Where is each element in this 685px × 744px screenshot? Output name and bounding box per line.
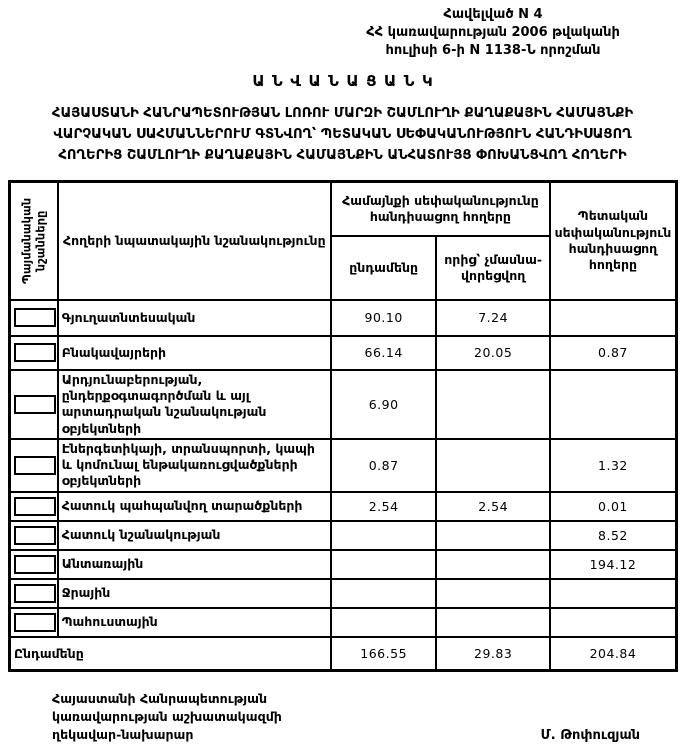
land-category-label: Գյուղատնտեսական (58, 300, 331, 336)
table-total-row (10, 637, 677, 671)
value-state (550, 370, 677, 439)
table-row (10, 370, 677, 439)
table-row (10, 336, 677, 370)
table-row (10, 521, 677, 550)
subtitle-line: ՎԱՐՉԱԿԱՆ ՍԱՀՄԱՆՆԵՐՈՒՄ ԳՏՆՎՈՂ՝ ՊԵՏԱԿԱՆ ՍԵՓԱԿԱՆՈՒԹՅՈՒՆ ՀԱՆԴԻՍԱՑՈՂ (53, 126, 632, 142)
value-nonprivatized: 20.05 (436, 336, 550, 370)
value-nonprivatized (436, 579, 550, 608)
header-state: Պետական սեփականություն հանդիսացող հողերը (550, 181, 677, 300)
value-total: 2.54 (331, 492, 436, 521)
land-category-label: Ջրային (58, 579, 331, 608)
land-category-label: Հատուկ պահպանվող տարածքների (58, 492, 331, 521)
value-state: 0.87 (550, 336, 677, 370)
value-total: 6.90 (331, 370, 436, 439)
symbol-cell (10, 492, 58, 521)
value-state: 0.01 (550, 492, 677, 521)
signatory-line: Հայաստանի Հանրապետության (52, 690, 268, 706)
total-label: Ընդամենը (10, 637, 331, 671)
land-category-label: Արդյունաբերության, ընդերքօգտագործման և այլ արտադրական նշանակության օբյեկտների (58, 370, 331, 439)
value-nonprivatized (436, 370, 550, 439)
land-category-label: Անտառային (58, 550, 331, 579)
signatory-line: ղեկավար-նախարար (52, 727, 194, 743)
table-row (10, 439, 677, 492)
symbol-cell (10, 608, 58, 637)
symbol-cell (10, 579, 58, 608)
value-nonprivatized (436, 521, 550, 550)
value-total (331, 579, 436, 608)
symbol-cell (10, 336, 58, 370)
value-state (550, 608, 677, 637)
land-allocation-table (8, 180, 678, 672)
document-page (0, 6, 685, 744)
header-symbols (10, 181, 58, 300)
page-title: ԱՆՎԱՆԱՑԱՆԿ (252, 71, 441, 90)
value-state: 8.52 (550, 521, 677, 550)
appendix-line: ՀՀ կառավարության 2006 թվականի (366, 25, 620, 41)
legend-box-icon (14, 584, 56, 603)
appendix-line: Հավելված N 4 (443, 7, 543, 22)
value-total (331, 521, 436, 550)
footer (52, 690, 640, 744)
value-nonprivatized (436, 439, 550, 492)
land-category-label: Էներգետիկայի, տրանսպորտի, կապի և կոմունալ ենթակառուցվածքների օբյեկտների (58, 439, 331, 492)
value-nonprivatized (436, 608, 550, 637)
value-nonprivatized: 2.54 (436, 492, 550, 521)
header-community-nonprivatized: որից՝ չմասնավորեցվող (436, 236, 550, 300)
value-state (550, 300, 677, 336)
land-category-label: Պահուստային (58, 608, 331, 637)
total-value-total: 166.55 (331, 637, 436, 671)
signatory-line: կառավարության աշխատակազմի (52, 708, 282, 724)
table-row (10, 579, 677, 608)
subtitle-line: ՀՈՂԵՐԻՑ ՇԱՄԼՈՒՂԻ ՔԱՂԱՔԱՅԻՆ ՀԱՄԱՅՆՔԻՆ ԱՆՀԱՏՈՒՅՑ ՓՈԽԱՆՑՎՈՂ ՀՈՂԵՐԻ (58, 147, 627, 163)
value-total: 66.14 (331, 336, 436, 370)
land-category-label: Հատուկ նշանակության (58, 521, 331, 550)
symbol-cell (10, 439, 58, 492)
header-community: Համայնքի սեփականությունը հանդիսացող հողերը (331, 181, 550, 236)
appendix-line: հուլիսի 6-ի N 1138-Ն որոշման (385, 43, 601, 59)
table-row (10, 550, 677, 579)
value-state (550, 579, 677, 608)
legend-box-icon (14, 555, 56, 574)
legend-box-icon (14, 456, 56, 475)
value-total: 0.87 (331, 439, 436, 492)
legend-box-icon (14, 497, 56, 516)
signatory-title (52, 690, 282, 744)
appendix-block (323, 6, 663, 61)
header-community-total: ընդամենը (331, 236, 436, 300)
symbol-cell (10, 300, 58, 336)
value-total: 90.10 (331, 300, 436, 336)
header-symbols-label: Պայմանական նշանները (19, 197, 48, 285)
table-row (10, 492, 677, 521)
legend-box-icon (14, 526, 56, 545)
value-state: 1.32 (550, 439, 677, 492)
land-category-label: Բնակավայրերի (58, 336, 331, 370)
value-nonprivatized (436, 550, 550, 579)
symbol-cell (10, 370, 58, 439)
value-total (331, 608, 436, 637)
legend-box-icon (14, 308, 56, 327)
legend-box-icon (14, 395, 56, 414)
value-total (331, 550, 436, 579)
table-row (10, 300, 677, 336)
header-purpose: Հողերի նպատակային նշանակությունը (58, 181, 331, 300)
subtitle-line: ՀԱՅԱՍՏԱՆԻ ՀԱՆՐԱՊԵՏՈՒԹՅԱՆ ԼՈՌՈՒ ՄԱՐԶԻ ՇԱՄԼՈՒՂԻ ՔԱՂԱՔԱՅԻՆ ՀԱՄԱՅՆՔԻ (51, 105, 634, 121)
value-nonprivatized: 7.24 (436, 300, 550, 336)
total-value-state: 204.84 (550, 637, 677, 671)
total-value-nonprivatized: 29.83 (436, 637, 550, 671)
signature-name: Մ. Թոփուզյան (540, 728, 640, 744)
table-row (10, 608, 677, 637)
value-state: 194.12 (550, 550, 677, 579)
legend-box-icon (14, 343, 56, 362)
legend-box-icon (14, 613, 56, 632)
document-subtitle (0, 103, 685, 166)
symbol-cell (10, 521, 58, 550)
symbol-cell (10, 550, 58, 579)
